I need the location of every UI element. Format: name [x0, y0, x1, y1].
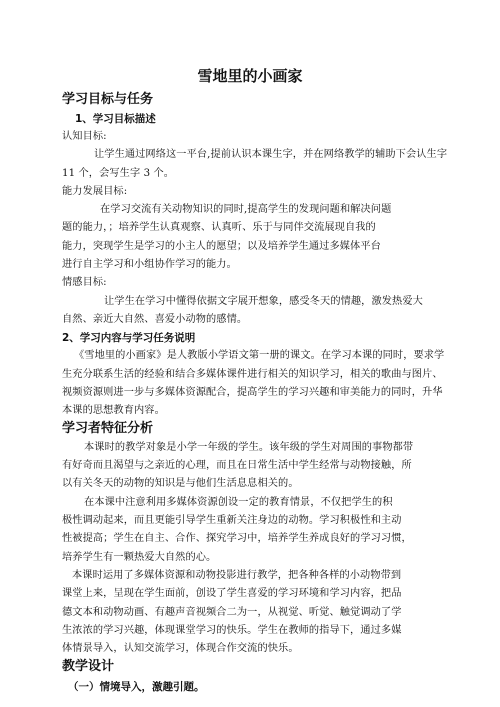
learner-line: 极性调动起来，而且更能引导学生重新关注身边的动物。学习积极性和主动 [62, 515, 402, 526]
content-line: 生充分联系生活的经验和结合多媒体课件进行相关的知识学习，相关的歌曲与图片、 [62, 369, 443, 380]
learner-line: 德文本和动物动画、有趣声音视频合二为一，从视觉、听觉、触觉调动了学 [62, 607, 402, 618]
learner-line: 在本课中注意利用多媒体资源创设一定的教育情景，不仅把学生的积 [84, 497, 393, 508]
emotion-goal-line: 自然、亲近大自然、喜爱小动物的感情。 [62, 314, 248, 325]
cognitive-goal-line: 让学生通过网络这一平台,提前认识本课生字，并在网络教学的辅助下会认生字 [94, 149, 448, 160]
learner-line: 本课时的教学对象是小学一年级的学生。该年级的学生对周围的事物都带 [84, 442, 414, 453]
ability-goal-line: 能力，突现学生是学习的小主人的愿望；以及培养学生通过多媒体平台 [62, 241, 381, 252]
page-title: 雪地里的小画家 [197, 67, 303, 85]
learner-line: 性被提高；学生在自主、合作、探究学习中，培养学生养成良好的学习习惯， [62, 533, 412, 544]
content-line: 视频资源则进一步与多媒体资源配合，提高学生的学习兴趣和审美能力的同时，升华 [62, 387, 443, 398]
learner-line: 培养学生有一颗热爱大自然的心。 [62, 552, 217, 563]
cognitive-goal-label: 认知目标: [62, 131, 107, 142]
learner-line: 课堂上来，呈现在学生面前，创设了学生喜爱的学习环境和学习内容，把品 [62, 588, 402, 599]
cognitive-goal-line: 11 个，会写生字 3 个。 [62, 168, 175, 179]
learner-line: 体情景导入，认知交流学习，体现合作交流的快乐。 [62, 643, 299, 654]
ability-goal-label: 能力发展目标: [62, 186, 128, 197]
learner-line: 生浓浓的学习兴趣，体现课堂学习的快乐。学生在教师的指导下，通过多媒 [62, 625, 402, 636]
ability-goal-line: 在学习交流有关动物知识的同时,提高学生的发现问题和解决问题 [100, 204, 392, 215]
subheading-goal-description: 1、学习目标描述 [75, 113, 156, 125]
ability-goal-line: 进行自主学习和小组协作学习的能力。 [62, 259, 237, 270]
section-heading-design: 教学设计 [62, 659, 115, 674]
emotion-goal-label: 情感目标: [62, 277, 107, 288]
subheading-scenario-intro: （一）情境导入，激趣引题。 [68, 681, 205, 693]
section-heading-goals: 学习目标与任务 [62, 92, 154, 107]
subheading-content-tasks: 2、学习内容与学习任务说明 [62, 332, 196, 344]
content-line: 《雪地里的小画家》是人教版小学语文第一册的课文。在学习本课的同时，要求学 [74, 350, 445, 361]
ability-goal-line: 题的能力，；培养学生认真观察、认真听、乐于与同伴交流展现自我的 [62, 222, 376, 233]
content-line: 本课的思想教育内容。 [62, 405, 165, 416]
learner-line: 本课时运用了多媒体资源和动物投影进行教学，把各种各样的小动物带到 [72, 570, 402, 581]
emotion-goal-line: 让学生在学习中懂得依据文字展开想象，感受冬天的情趣，激发热爱大 [104, 296, 423, 307]
learner-line: 以有关冬天的动物的知识是与他们生活息息相关的。 [62, 478, 299, 489]
section-heading-learner: 学习者特征分析 [62, 421, 154, 436]
learner-line: 有好奇而且渴望与之亲近的心理，而且在日常生活中学生经常与动物接触，所 [62, 460, 412, 471]
